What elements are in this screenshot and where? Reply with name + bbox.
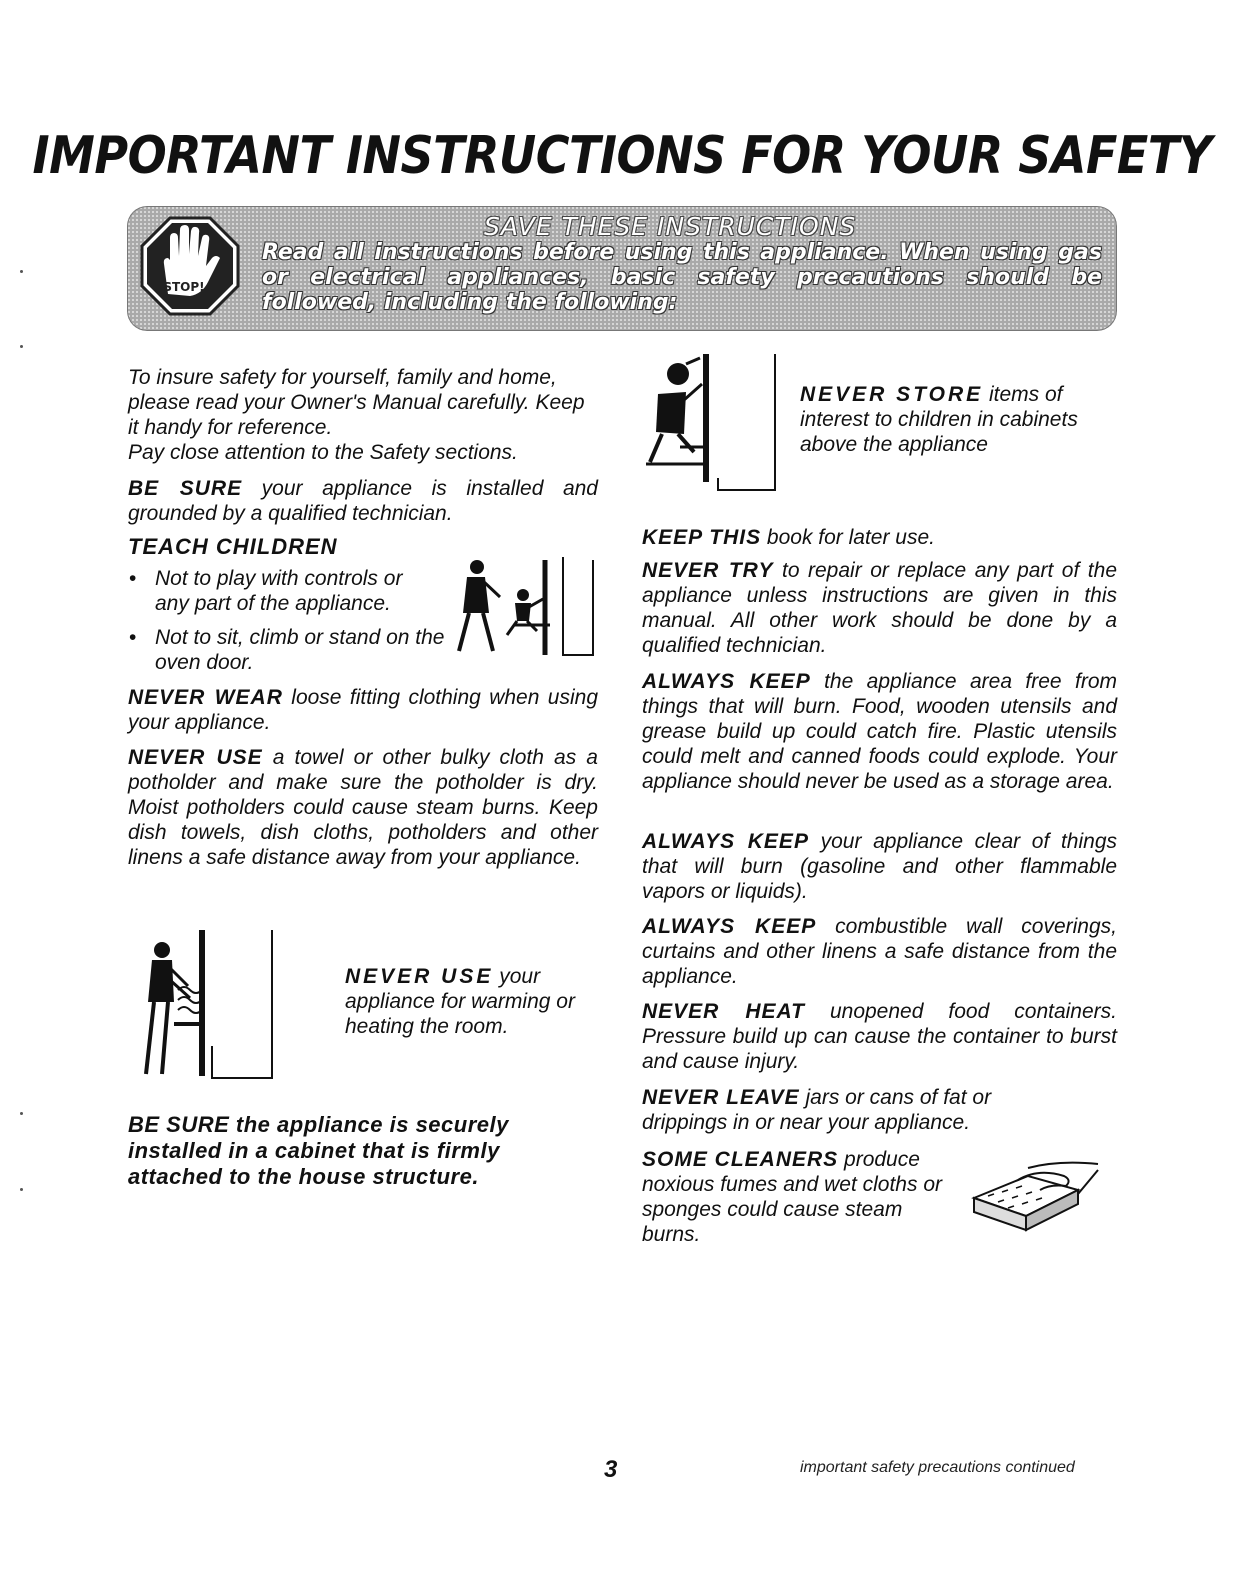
never-wear-lead: NEVER WEAR <box>128 686 283 709</box>
bullet-dot: • <box>129 567 137 590</box>
margin-speck <box>20 270 23 273</box>
stop-sign-label: STOP! <box>163 280 205 294</box>
always-keep-area-paragraph <box>642 669 1117 794</box>
never-use-towel-paragraph <box>128 745 598 870</box>
never-leave-lead: NEVER LEAVE <box>642 1086 800 1109</box>
never-use-towel-lead: NEVER USE <box>128 746 263 769</box>
never-use-heating-paragraph <box>345 964 597 1039</box>
never-store-text: items of interest to children in cabinets above the appliance <box>800 383 1078 456</box>
never-leave-text: jars or cans of fat or drippings in or near your appliance. <box>642 1086 992 1134</box>
intro-note: Pay close attention to the Safety sections. <box>128 441 518 464</box>
always-keep-wall-text: combustible wall coverings, curtains and other linens a safe distance from the appliance. <box>642 915 1117 988</box>
banner-text: Read all instructions before using this appliance. When using gas or electrical appliances, basic safety precautions should be followed, including the following: <box>262 240 1102 315</box>
always-keep-area-text: the appliance area free from things that will burn. Food, wooden utensils and grease build up could catch fire. Plastic utensils could melt and canned foods could explode. Your appliance should never be used as a storage area. <box>642 670 1117 793</box>
stop-hand-icon <box>140 216 240 316</box>
always-keep-wall-lead: ALWAYS KEEP <box>642 915 817 938</box>
bullet-text: Not to sit, climb or stand on the oven door. <box>155 626 445 674</box>
be-sure-secure-warning: BE SURE the appliance is securely installed in a cabinet that is firmly attached to the house structure. <box>128 1112 509 1189</box>
keep-this-paragraph <box>642 525 1117 550</box>
hand-with-sponge-icon <box>968 1150 1103 1240</box>
banner-heading: SAVE THESE INSTRUCTIONS <box>484 212 857 241</box>
some-cleaners-lead: SOME CLEANERS <box>642 1148 839 1171</box>
woman-warming-hands-icon <box>140 928 280 1083</box>
page-title: IMPORTANT INSTRUCTIONS FOR YOUR SAFETY <box>32 124 1212 186</box>
never-heat-text: unopened food containers. Pressure build up can cause the container to burst and cause injury. <box>642 1000 1117 1073</box>
keep-this-text: book for later use. <box>761 526 936 549</box>
be-sure-lead: BE SURE <box>128 477 243 500</box>
margin-speck <box>20 1188 23 1191</box>
some-cleaners-paragraph <box>642 1147 964 1247</box>
never-try-paragraph <box>642 558 1117 658</box>
always-keep-area-lead: ALWAYS KEEP <box>642 670 811 693</box>
be-sure-installed <box>128 476 598 526</box>
never-store-paragraph <box>800 382 1115 457</box>
never-heat-lead: NEVER HEAT <box>642 1000 805 1023</box>
never-use-heating-text: your appliance for warming or heating the room. <box>345 965 575 1038</box>
child-climbing-oven-icon <box>445 555 600 665</box>
footer-continued-note: important safety precautions continued <box>800 1459 1075 1476</box>
never-try-lead: NEVER TRY <box>642 559 774 582</box>
intro-paragraph <box>128 365 598 465</box>
never-store-lead: NEVER STORE <box>800 383 984 406</box>
teach-children-heading: TEACH CHILDREN <box>128 534 338 559</box>
keep-this-lead: KEEP THIS <box>642 526 762 549</box>
always-keep-clear-paragraph <box>642 829 1117 904</box>
bullet-text: Not to play with controls or any part of the appliance. <box>155 567 403 615</box>
bullet-dot: • <box>129 626 137 649</box>
never-use-heating-lead: NEVER USE <box>345 965 494 988</box>
margin-speck <box>20 1112 23 1115</box>
never-heat-paragraph <box>642 999 1117 1074</box>
page-number: 3 <box>604 1456 618 1483</box>
bullet-item <box>129 566 440 616</box>
child-climbing-cabinet-icon <box>640 352 780 494</box>
some-cleaners-text: produce noxious fumes and wet cloths or sponges could cause steam burns. <box>642 1148 942 1246</box>
be-sure-text: your appliance is installed and grounded by a qualified technician. <box>128 477 598 525</box>
never-leave-paragraph <box>642 1085 1062 1135</box>
never-use-towel-text: a towel or other bulky cloth as a potholder and make sure the potholder is dry. Moist potholders could cause steam burns. Keep dish towels, dish cloths, potholders and other linens a safe distance away from your appliance. <box>128 746 598 869</box>
always-keep-clear-lead: ALWAYS KEEP <box>642 830 809 853</box>
bullet-item <box>129 625 445 675</box>
intro-text: To insure safety for yourself, family and home, please read your Owner's Manual carefully. Keep it handy for reference. <box>128 366 585 439</box>
never-try-text: to repair or replace any part of the appliance unless instructions are given in this manual. All other work should be done by a qualified technician. <box>642 559 1117 657</box>
margin-speck <box>20 345 23 348</box>
never-wear-text: loose fitting clothing when using your appliance. <box>128 686 598 734</box>
always-keep-wall-paragraph <box>642 914 1117 989</box>
never-wear-paragraph <box>128 685 598 735</box>
always-keep-clear-text: your appliance clear of things that will burn (gasoline and other flammable vapors or liquids). <box>642 830 1118 903</box>
